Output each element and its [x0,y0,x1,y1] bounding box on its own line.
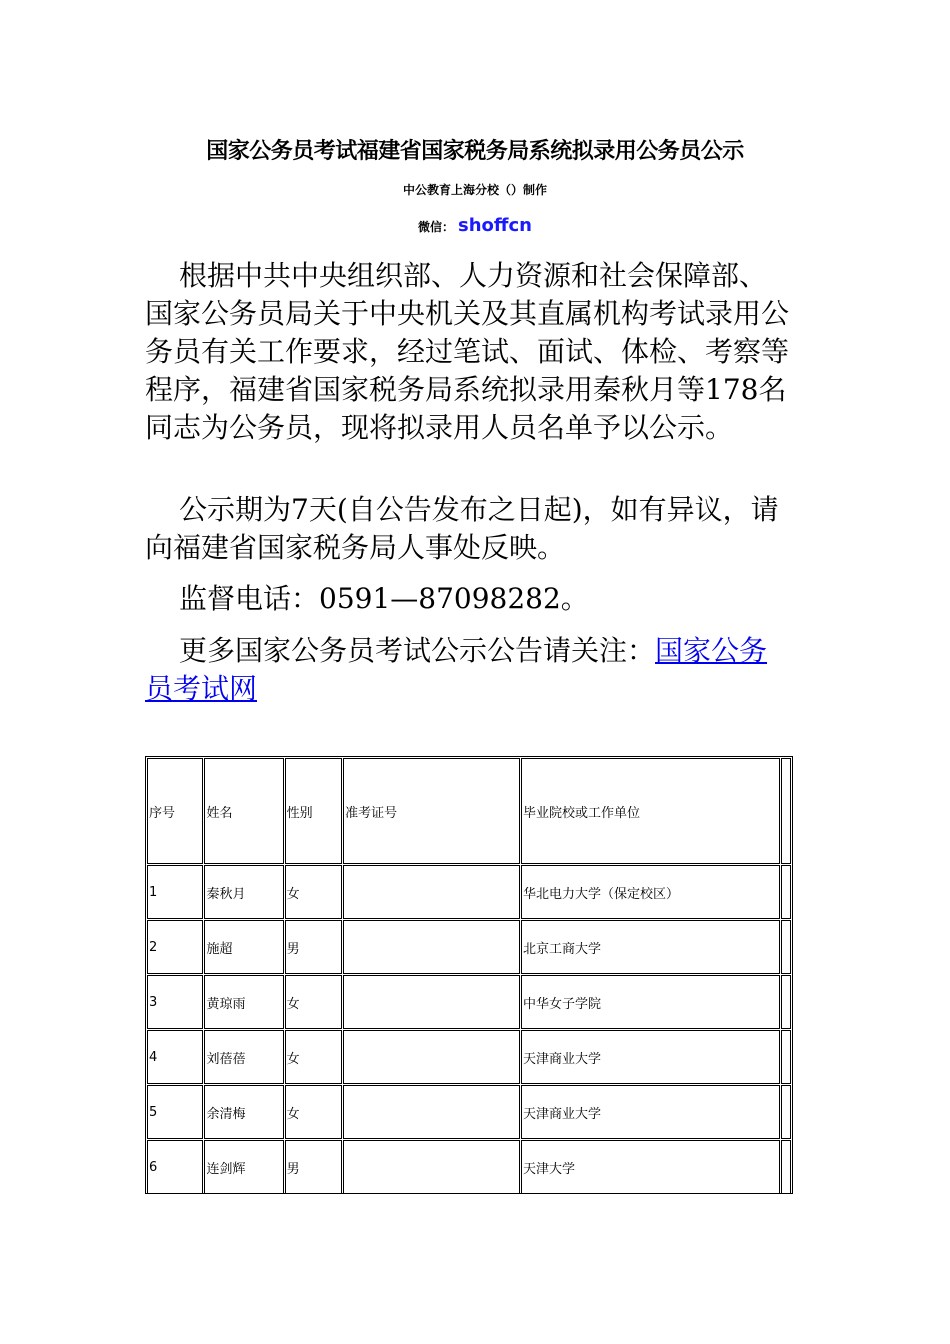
table-header-row [147,758,791,864]
table-row [147,865,791,919]
table-row [147,1085,791,1139]
intro-paragraph [145,257,790,447]
more-info-text: 更多国家公务员考试公示公告请关注： [179,634,656,667]
cell-extra [781,1085,791,1139]
header-school: 毕业院校或工作单位 [521,758,780,864]
cell-name: 连剑辉 [204,1140,283,1194]
cell-name: 秦秋月 [204,865,283,919]
notice-period-paragraph [145,491,790,567]
table-row [147,920,791,974]
header-exam-id: 准考证号 [343,758,520,864]
header-index: 序号 [147,758,203,864]
wechat-line [0,215,950,236]
table-row [147,1140,791,1194]
cell-extra [781,1030,791,1084]
phone-text: 监督电话：0591—87098282。 [179,582,589,615]
cell-gender: 男 [285,920,342,974]
cell-exam-id [343,1030,520,1084]
cell-school: 天津商业大学 [521,1085,780,1139]
cell-school: 中华女子学院 [521,975,780,1029]
cell-gender: 女 [285,975,342,1029]
cell-gender: 女 [285,1030,342,1084]
cell-index: 4 [147,1030,203,1084]
cell-exam-id [343,1085,520,1139]
cell-index: 3 [147,975,203,1029]
candidate-table [145,756,793,1194]
header-gender: 性别 [285,758,342,864]
notice-period-text: 公示期为7天(自公告发布之日起)，如有异议，请向福建省国家税务局人事处反映。 [145,493,779,564]
page-title: 国家公务员考试福建省国家税务局系统拟录用公务员公示 [206,139,744,164]
cell-school: 北京工商大学 [521,920,780,974]
cell-name: 余清梅 [204,1085,283,1139]
cell-name: 刘蓓蓓 [204,1030,283,1084]
subtitle: 中公教育上海分校（）制作 [402,183,547,197]
exam-site-link[interactable]: 国家公务员考试网 [145,634,768,705]
cell-exam-id [343,865,520,919]
cell-exam-id [343,1140,520,1194]
table-row [147,1030,791,1084]
cell-name: 黄琼雨 [204,975,283,1029]
cell-school: 天津商业大学 [521,1030,780,1084]
cell-school: 华北电力大学（保定校区） [521,865,780,919]
cell-extra [781,975,791,1029]
wechat-label: 微信： [418,220,455,234]
wechat-handle: shoffcn [458,215,532,236]
cell-index: 6 [147,1140,203,1194]
cell-exam-id [343,920,520,974]
phone-paragraph [145,580,790,618]
more-info-paragraph [145,632,790,708]
cell-school: 天津大学 [521,1140,780,1194]
cell-gender: 女 [285,1085,342,1139]
table-row [147,975,791,1029]
cell-index: 2 [147,920,203,974]
cell-name: 施超 [204,920,283,974]
cell-extra [781,920,791,974]
cell-extra [781,865,791,919]
cell-index: 1 [147,865,203,919]
cell-exam-id [343,975,520,1029]
header-name: 姓名 [204,758,283,864]
cell-extra [781,1140,791,1194]
cell-gender: 女 [285,865,342,919]
cell-index: 5 [147,1085,203,1139]
cell-gender: 男 [285,1140,342,1194]
intro-text: 根据中共中央组织部、人力资源和社会保障部、国家公务员局关于中央机关及其直属机构考试录用公务员有关工作要求，经过笔试、面试、体检、考察等程序，福建省国家税务局系统拟录用秦秋月等178名同志为公务员，现将拟录用人员名单予以公示。 [145,259,790,444]
header-extra [781,758,791,864]
